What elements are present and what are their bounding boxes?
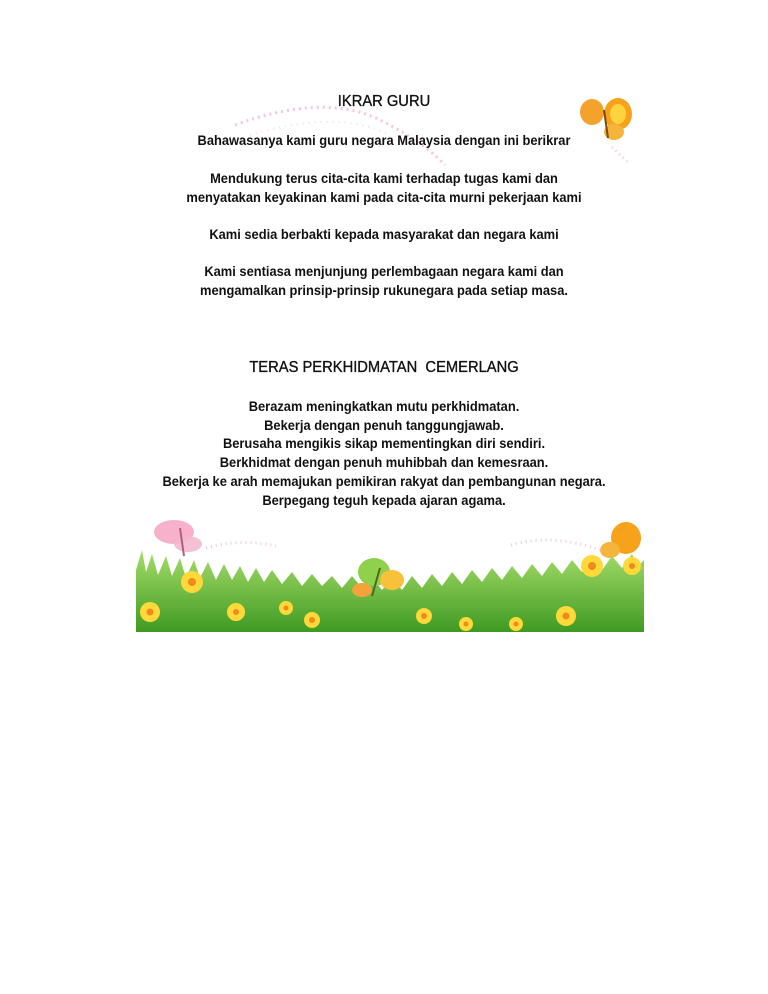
teras-line: Bekerja ke arah memajukan pemikiran rakyat dan pembangunan negara.: [162, 473, 606, 489]
butterfly-icon: [154, 520, 202, 556]
teras-line: Berpegang teguh kepada ajaran agama.: [262, 492, 506, 508]
ikrar-line: menyatakan keyakinan kami pada cita-cita murni pekerjaan kami: [186, 189, 582, 205]
teras-line: Berkhidmat dengan penuh muhibbah dan kemesraan.: [219, 454, 549, 470]
ikrar-line: Kami sedia berbakti kepada masyarakat dan negara kami: [209, 226, 559, 242]
butterfly-icon: [600, 522, 641, 558]
teras-title: TERAS PERKHIDMATAN CEMERLANG: [249, 359, 519, 376]
teras-line: Berusaha mengikis sikap mementingkan diri sendiri.: [222, 435, 546, 451]
ikrar-line: Mendukung terus cita-cita kami terhadap tugas kami dan: [210, 170, 558, 186]
ikrar-title: IKRAR GURU: [337, 93, 431, 110]
ikrar-line: Kami sentiasa menjunjung perlembagaan negara kami dan: [204, 263, 564, 279]
teras-line: Bekerja dengan penuh tanggungjawab.: [264, 417, 504, 433]
teras-line: Berazam meningkatkan mutu perkhidmatan.: [248, 398, 520, 414]
ikrar-line: Bahawasanya kami guru negara Malaysia dengan ini berikrar: [197, 132, 571, 148]
flower-meadow-illustration: [136, 520, 644, 632]
ikrar-line: mengamalkan prinsip-prinsip rukunegara pada setiap masa.: [200, 282, 568, 298]
